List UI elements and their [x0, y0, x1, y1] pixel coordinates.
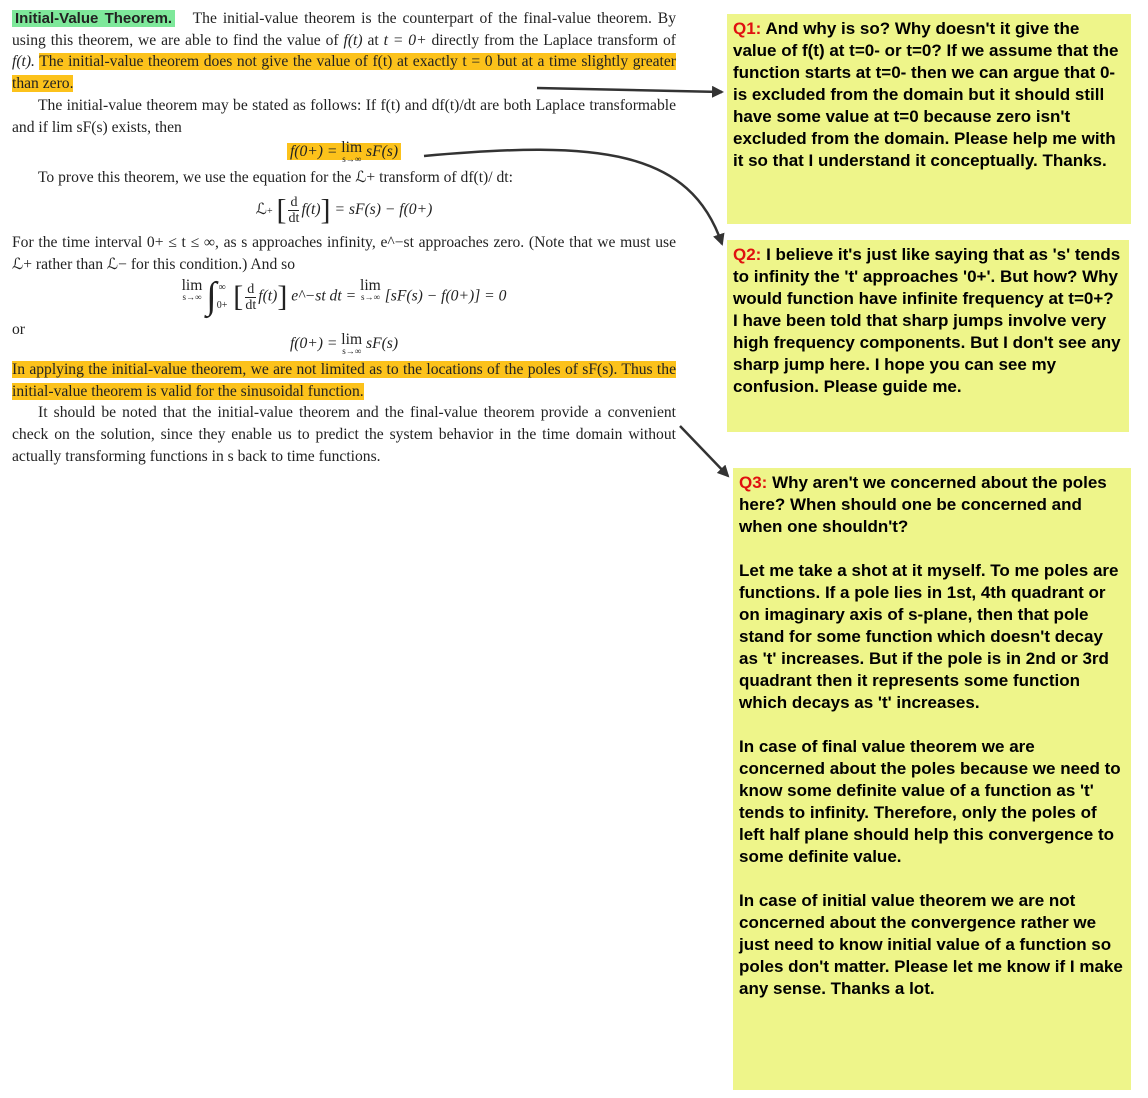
- eq3-lim-sub-2: s→∞: [360, 292, 380, 303]
- p1-text-2: at: [362, 31, 384, 49]
- q2-text: I believe it's just like saying that as 's' tends to infinity the 't' approaches '0+'. But how? Why would function have infinite frequency at t=0+? I have been told that sharp jumps involve very high frequency components. But I don't see any sharp jump here. I hope you can see my confusion. Please guide me.: [733, 245, 1121, 396]
- eq4-lim-sub: s→∞: [342, 346, 362, 357]
- arrow-q2: [424, 150, 722, 244]
- eq3-lim: lim: [181, 277, 203, 295]
- eq4-rhs: sF(s): [366, 335, 399, 353]
- p1-math: f(t): [343, 31, 363, 49]
- p1-math-3: f(t).: [12, 53, 35, 71]
- eq3-exp: e^−st dt =: [291, 287, 361, 305]
- bracket-close: ]: [320, 193, 331, 227]
- q2-label: Q2:: [733, 245, 762, 264]
- paragraph-4: For the time interval 0+ ≤ t ≤ ∞, as s approaches infinity, e^−st approaches zero. (Note that we must use ℒ+ rather than ℒ− for this condition.) And so: [12, 233, 676, 273]
- eq3-rhs: [sF(s) − f(0+)] = 0: [384, 287, 507, 305]
- q1-label: Q1:: [733, 19, 762, 38]
- q3-text: Why aren't we concerned about the poles here? When should one be concerned and when one shouldn't?: [739, 473, 1107, 536]
- integral-sign: ∫: [206, 275, 217, 318]
- q3-paragraph-2: Let me take a shot at it myself. To me poles are functions. If a pole lies in 1st, 4th quadrant or on imaginary axis of s-plane, then that pole stand for some function which doesn't decay as 't' increases. But if the pole is in 2nd or 3rd quadrant then it represents some function which decays as 't' increases.: [739, 561, 1119, 712]
- q3-paragraph-4: In case of initial value theorem we are not concerned about the convergence rather we just need to know initial value of a function so poles don't matter. Please let me know if I make any sense. Thanks a lot.: [739, 891, 1123, 998]
- q1-text: And why is so? Why doesn't it give the value of f(t) at t=0- or t=0? If we assume that the function starts at t=0- then we can argue that 0- is excluded from the domain but it should still have some value at t=0 because zero isn't excluded from the domain. Please help me with it so that I understand it conceptually. Thanks.: [733, 19, 1119, 170]
- p1-text-3: directly from the Laplace transform of: [426, 31, 676, 49]
- eq4-lim: lim: [341, 331, 363, 349]
- p1-math-2: t = 0+: [383, 31, 427, 49]
- or-label: or: [12, 321, 25, 339]
- arrow-q1: [537, 88, 722, 92]
- eq2-L: ℒ: [255, 201, 267, 218]
- paragraph-3: To prove this theorem, we use the equation for the ℒ+ transform of df(t)/ dt:: [38, 169, 513, 187]
- int-upper: ∞: [218, 282, 226, 294]
- paragraph-2: The initial-value theorem may be stated as follows: If f(t) and df(t)/dt are both Laplace transformable and if lim sF(s) exists, then: [12, 96, 676, 136]
- eq1-lhs: f(0+) =: [289, 143, 342, 161]
- highlight-q1: The initial-value theorem does not give the value of f(t) at exactly t = 0 but at a time slightly greater than zero.: [12, 53, 676, 93]
- eq4-lhs: f(0+) =: [289, 335, 342, 353]
- eq1-rhs: sF(s): [366, 143, 399, 161]
- q3-paragraph-3: In case of final value theorem we are concerned about the poles because we need to know some definite value of a function as 't' tends to infinity. Therefore, only the poles of left half plane should help this convergence to some definite value.: [739, 737, 1121, 866]
- eq2-rhs: = sF(s) − f(0+): [334, 201, 433, 218]
- eq1-lim: lim: [341, 139, 363, 157]
- eq1-lim-sub: s→∞: [342, 154, 362, 165]
- eq3-lim-2: lim: [360, 277, 381, 295]
- p1-text: The initial-value theorem is the counterpart of the final-value theorem. By using this theorem, we are able to find the value of: [12, 10, 676, 49]
- bracket-close-2: ]: [277, 280, 288, 314]
- eq3-d: d: [247, 281, 255, 297]
- eq2-ft: f(t): [301, 201, 321, 218]
- eq3-dt: dt: [245, 297, 257, 313]
- paragraph-6: It should be noted that the initial-value theorem and the final-value theorem provide a convenient check on the solution, since they enable us to predict the system behavior in the time domain without actually transforming functions in s back to time functions.: [12, 404, 676, 465]
- bracket-open: [: [276, 193, 287, 227]
- eq2-plus: +: [266, 206, 273, 217]
- section-heading: Initial-Value Theorem.: [12, 10, 175, 27]
- eq3-lim-sub: s→∞: [182, 292, 202, 303]
- eq2-d: d: [290, 194, 298, 210]
- bracket-open-2: [: [233, 280, 244, 314]
- eq2-dt: dt: [288, 210, 300, 226]
- q3-label: Q3:: [739, 473, 768, 492]
- arrow-q3: [680, 426, 728, 476]
- eq3-ft: f(t): [258, 287, 278, 305]
- highlight-q3: In applying the initial-value theorem, we are not limited as to the locations of the poles of sF(s). Thus the initial-value theorem is valid for the sinusoidal function.: [12, 361, 676, 400]
- int-lower: 0+: [216, 300, 228, 312]
